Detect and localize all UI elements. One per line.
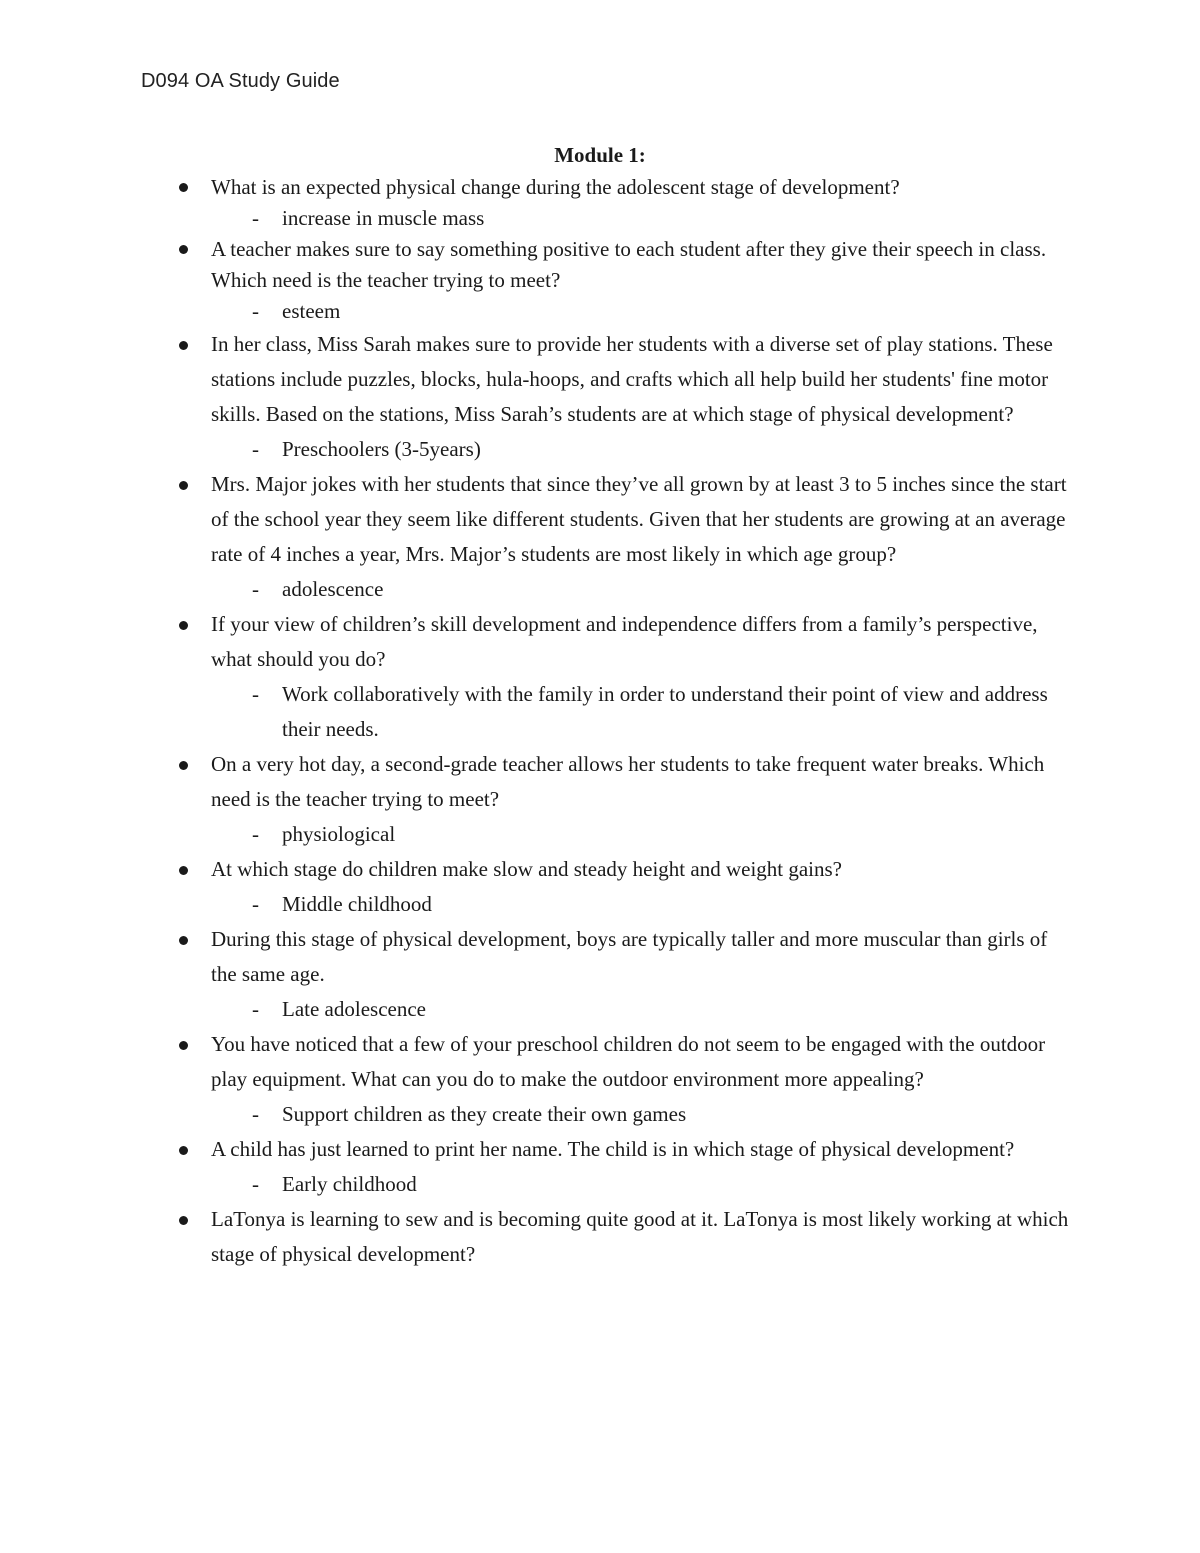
question-text: At which stage do children make slow and steady height and weight gains? [211,857,843,881]
dash-icon: - [252,1172,259,1196]
question-list [170,172,1070,1272]
answer-text: Support children as they create their own games [282,1102,687,1126]
list-item [170,852,1070,922]
bullet-icon [179,183,188,192]
dash-icon: - [252,299,259,323]
list-item [170,234,1070,327]
answer-text: Work collaboratively with the family in order to understand their point of view and address their needs. [282,682,1048,741]
dash-icon: - [252,1102,259,1126]
bullet-icon [179,1041,188,1050]
bullet-icon [179,245,188,254]
bullet-icon [179,866,188,875]
dash-icon: - [252,997,259,1021]
dash-icon: - [252,206,259,230]
answer-text: physiological [282,822,396,846]
module-title: Module 1: [554,143,646,167]
question-text: During this stage of physical development, boys are typically taller and more muscular than girls of the same age. [211,927,1048,986]
answer-text: increase in muscle mass [282,206,485,230]
question-text: A child has just learned to print her name. The child is in which stage of physical development? [211,1137,1015,1161]
list-item [170,1202,1070,1272]
answer-text: Early childhood [282,1172,417,1196]
bullet-icon [179,1146,188,1155]
bullet-icon [179,621,188,630]
question-text: You have noticed that a few of your preschool children do not seem to be engaged with the outdoor play equipment. What can you do to make the outdoor environment more appealing? [211,1032,1046,1091]
dash-icon: - [252,437,259,461]
dash-icon: - [252,822,259,846]
question-text: A teacher makes sure to say something positive to each student after they give their speech in class. Which need is the teacher trying to meet? [211,237,1047,292]
list-item [170,1027,1070,1132]
list-item [170,607,1070,747]
question-text: On a very hot day, a second-grade teacher allows her students to take frequent water breaks. Which need is the teacher trying to meet? [211,752,1045,811]
dash-icon: - [252,682,259,706]
bullet-icon [179,761,188,770]
list-item [170,467,1070,607]
bullet-icon [179,341,188,350]
answer-text: Late adolescence [282,997,426,1021]
list-item [170,327,1070,467]
dash-icon: - [252,892,259,916]
list-item [170,1132,1070,1202]
answer-text: esteem [282,299,341,323]
answer-text: adolescence [282,577,384,601]
bullet-icon [179,936,188,945]
dash-icon: - [252,577,259,601]
answer-text: Middle childhood [282,892,432,916]
bullet-icon [179,1216,188,1225]
question-text: Mrs. Major jokes with her students that since they’ve all grown by at least 3 to 5 inches since the start of the school year they seem like different students. Given that her students are growing at an average rate of 4 inches a year, Mrs. Major’s students are most likely in which age group? [211,472,1067,566]
list-item [170,172,1070,234]
list-item [170,747,1070,852]
document-header: D094 OA Study Guide [141,70,340,92]
question-text: LaTonya is learning to sew and is becoming quite good at it. LaTonya is most likely working at which stage of physical development? [211,1207,1069,1266]
question-text: What is an expected physical change during the adolescent stage of development? [211,175,900,199]
list-item [170,922,1070,1027]
answer-text: Preschoolers (3-5years) [282,437,481,461]
bullet-icon [179,481,188,490]
question-text: If your view of children’s skill development and independence differs from a family’s perspective, what should you do? [211,612,1038,671]
question-text: In her class, Miss Sarah makes sure to provide her students with a diverse set of play stations. These stations include puzzles, blocks, hula-hoops, and crafts which all help build her students' fine motor skills. Based on the stations, Miss Sarah’s students are at which stage of physical development? [211,332,1053,426]
